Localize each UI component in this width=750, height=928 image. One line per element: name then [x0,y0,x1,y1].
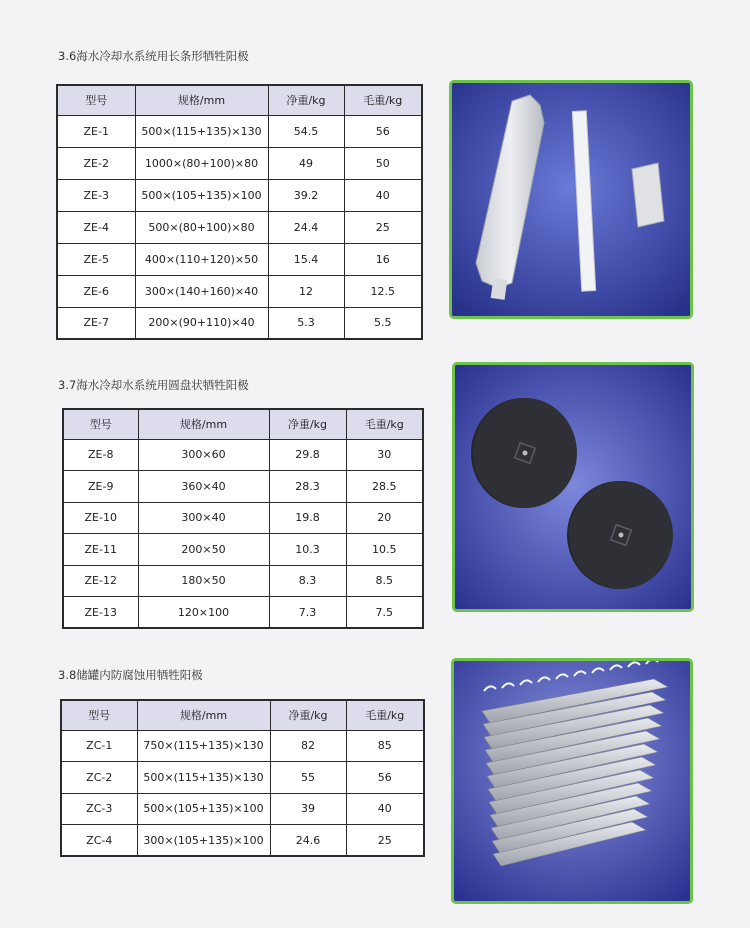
cell-spec: 300×(105+135)×100 [137,825,270,857]
cell-gross-weight: 20 [346,502,423,534]
cell-model: ZE-12 [63,565,138,597]
cell-spec: 300×60 [138,439,269,471]
header-net-weight: 净重/kg [268,85,344,115]
cell-spec: 200×50 [138,534,269,566]
table-row [61,762,424,794]
header-spec: 规格/mm [138,409,269,439]
cell-net-weight: 7.3 [269,597,346,629]
cell-gross-weight: 40 [346,793,424,825]
cell-net-weight: 24.4 [268,211,344,243]
cell-net-weight: 10.3 [269,534,346,566]
photo-strip-anodes [449,80,693,319]
cell-model: ZC-2 [61,762,137,794]
spec-table-3-8 [60,699,425,857]
cell-gross-weight: 50 [344,147,422,179]
cell-net-weight: 12 [268,275,344,307]
cell-spec: 300×40 [138,502,269,534]
cell-spec: 500×(115+135)×130 [137,762,270,794]
cell-model: ZE-1 [57,115,135,147]
header-model: 型号 [63,409,138,439]
cell-spec: 500×(80+100)×80 [135,211,268,243]
header-gross-weight: 毛重/kg [346,409,423,439]
cell-model: ZE-8 [63,439,138,471]
table-row [63,534,423,566]
cell-net-weight: 39 [270,793,346,825]
header-net-weight: 净重/kg [269,409,346,439]
cell-model: ZE-2 [57,147,135,179]
cell-gross-weight: 25 [346,825,424,857]
cell-spec: 360×40 [138,471,269,503]
cell-net-weight: 5.3 [268,307,344,339]
table-row [57,179,422,211]
cell-spec: 120×100 [138,597,269,629]
header-spec: 规格/mm [137,700,270,730]
spec-table-3-7 [62,408,424,629]
cell-net-weight: 8.3 [269,565,346,597]
cell-model: ZE-13 [63,597,138,629]
cell-model: ZC-1 [61,730,137,762]
cell-spec: 500×(105+135)×100 [137,793,270,825]
cell-net-weight: 39.2 [268,179,344,211]
cell-model: ZE-9 [63,471,138,503]
section-title-3-7: 3.7海水冷却水系统用圆盘状牺牲阳极 [58,378,249,392]
header-model: 型号 [61,700,137,730]
table-row [63,471,423,503]
cell-model: ZE-6 [57,275,135,307]
spec-table-3-6 [56,84,423,340]
header-gross-weight: 毛重/kg [346,700,424,730]
section-title-3-8: 3.8储罐内防腐蚀用牺牲阳极 [58,668,203,682]
cell-gross-weight: 12.5 [344,275,422,307]
cell-net-weight: 29.8 [269,439,346,471]
header-net-weight: 净重/kg [270,700,346,730]
section-title-3-6: 3.6海水冷却水系统用长条形牺牲阳极 [58,49,249,63]
cell-net-weight: 82 [270,730,346,762]
header-spec: 规格/mm [135,85,268,115]
table-row [61,793,424,825]
photo-tank-anodes [451,658,693,904]
cell-gross-weight: 30 [346,439,423,471]
cell-spec: 1000×(80+100)×80 [135,147,268,179]
cell-gross-weight: 16 [344,243,422,275]
table-row [63,502,423,534]
photo-disc-anodes [452,362,694,612]
cell-spec: 400×(110+120)×50 [135,243,268,275]
table-row [61,825,424,857]
cell-net-weight: 15.4 [268,243,344,275]
cell-model: ZC-4 [61,825,137,857]
cell-gross-weight: 5.5 [344,307,422,339]
cell-spec: 200×(90+110)×40 [135,307,268,339]
cell-spec: 300×(140+160)×40 [135,275,268,307]
table-row [57,211,422,243]
table-row [63,565,423,597]
cell-model: ZE-4 [57,211,135,243]
cell-net-weight: 24.6 [270,825,346,857]
cell-net-weight: 28.3 [269,471,346,503]
cell-model: ZE-3 [57,179,135,211]
table-row [61,730,424,762]
table-row [57,243,422,275]
table-row [57,115,422,147]
cell-spec: 180×50 [138,565,269,597]
cell-gross-weight: 85 [346,730,424,762]
cell-spec: 750×(115+135)×130 [137,730,270,762]
table-row [63,597,423,629]
cell-spec: 500×(115+135)×130 [135,115,268,147]
cell-model: ZE-11 [63,534,138,566]
cell-gross-weight: 40 [344,179,422,211]
table-row [63,439,423,471]
cell-model: ZE-10 [63,502,138,534]
cell-net-weight: 54.5 [268,115,344,147]
cell-net-weight: 55 [270,762,346,794]
cell-gross-weight: 8.5 [346,565,423,597]
cell-net-weight: 19.8 [269,502,346,534]
cell-gross-weight: 28.5 [346,471,423,503]
cell-model: ZC-3 [61,793,137,825]
cell-gross-weight: 10.5 [346,534,423,566]
cell-spec: 500×(105+135)×100 [135,179,268,211]
table-row [57,275,422,307]
cell-model: ZE-5 [57,243,135,275]
table-row [57,307,422,339]
cell-net-weight: 49 [268,147,344,179]
cell-gross-weight: 7.5 [346,597,423,629]
cell-gross-weight: 56 [346,762,424,794]
cell-gross-weight: 25 [344,211,422,243]
cell-gross-weight: 56 [344,115,422,147]
header-model: 型号 [57,85,135,115]
header-gross-weight: 毛重/kg [344,85,422,115]
cell-model: ZE-7 [57,307,135,339]
table-row [57,147,422,179]
